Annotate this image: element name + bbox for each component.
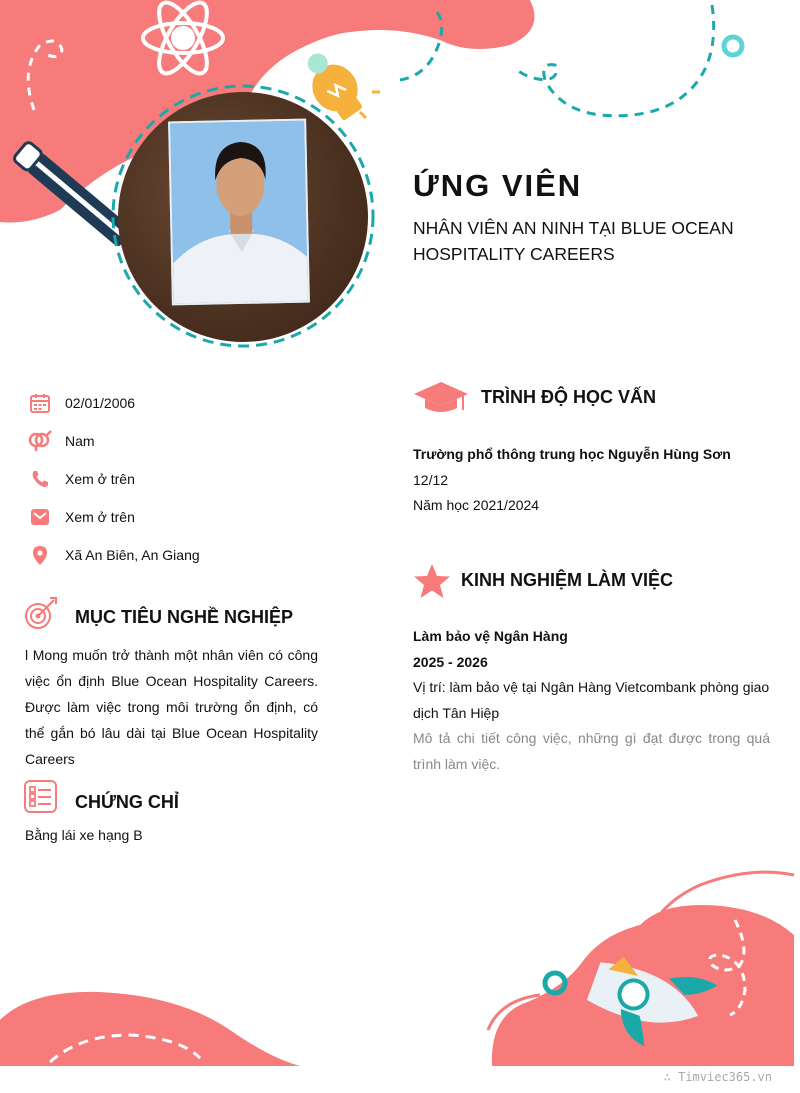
education-title: TRÌNH ĐỘ HỌC VẤN <box>481 387 656 407</box>
contact-phone: Xem ở trên <box>65 471 135 487</box>
education-years: Năm học 2021/2024 <box>413 497 540 513</box>
portrait-photo <box>168 119 310 306</box>
contact-gender: Nam <box>65 433 95 449</box>
graduation-cap-icon <box>413 380 469 419</box>
candidate-position: NHÂN VIÊN AN NINH TẠI BLUE OCEAN HOSPITALITY CAREERS <box>413 218 734 264</box>
education-grade: 12/12 <box>413 471 449 488</box>
experience-role: Vị trí: làm bảo vệ tại Ngân Hàng Vietcombank phòng giao dịch Tân Hiệp <box>413 679 770 721</box>
phone-icon <box>28 467 52 491</box>
star-icon <box>413 563 451 604</box>
experience-details <box>413 624 770 777</box>
contact-info <box>28 384 200 574</box>
contact-item-email <box>28 498 200 536</box>
calendar-icon <box>28 391 52 415</box>
contact-email: Xem ở trên <box>65 509 135 525</box>
contact-address: Xã An Biên, An Giang <box>65 547 200 563</box>
experience-description: Mô tả chi tiết công việc, những gì đạt được trong quá trình làm việc. <box>413 730 770 772</box>
experience-title: KINH NGHIỆM LÀM VIỆC <box>461 570 674 590</box>
contact-item-gender <box>28 422 200 460</box>
location-icon <box>28 543 52 567</box>
email-icon <box>28 505 52 529</box>
contact-item-birthday <box>28 384 200 422</box>
objective-text: l Mong muốn trở thành một nhân viên có công việc ổn định Blue Ocean Hospitality Careers. Được làm việc trong môi trường ổn định, có thể gắn bó lâu dài tại Blue Ocean Hospitality Careers <box>25 647 318 767</box>
certificate-item: Bằng lái xe hạng B <box>25 827 143 843</box>
contact-item-address <box>28 536 200 574</box>
experience-company: Làm bảo vệ Ngân Hàng <box>413 628 568 644</box>
top-dash-far-right <box>515 5 714 116</box>
education-school: Trường phổ thông trung học Nguyễn Hùng Sơn <box>413 446 731 462</box>
watermark: ∴ Timviec365.vn <box>663 1070 772 1084</box>
contact-item-phone <box>28 460 200 498</box>
bottom-left-blob <box>0 992 300 1066</box>
avatar <box>110 84 376 350</box>
education-details <box>413 442 773 519</box>
objective-title: MỤC TIÊU NGHỀ NGHIỆP <box>75 607 294 627</box>
certificates-title: CHỨNG CHỈ <box>75 792 179 812</box>
candidate-name: ỨNG VIÊN <box>413 168 583 203</box>
contact-birthday: 02/01/2006 <box>65 395 136 411</box>
teal-ring-top <box>724 37 742 55</box>
avatar-photo <box>118 92 368 342</box>
gender-icon <box>28 429 52 453</box>
checklist-icon <box>24 780 57 818</box>
experience-period: 2025 - 2026 <box>413 653 488 670</box>
target-icon <box>24 596 58 635</box>
